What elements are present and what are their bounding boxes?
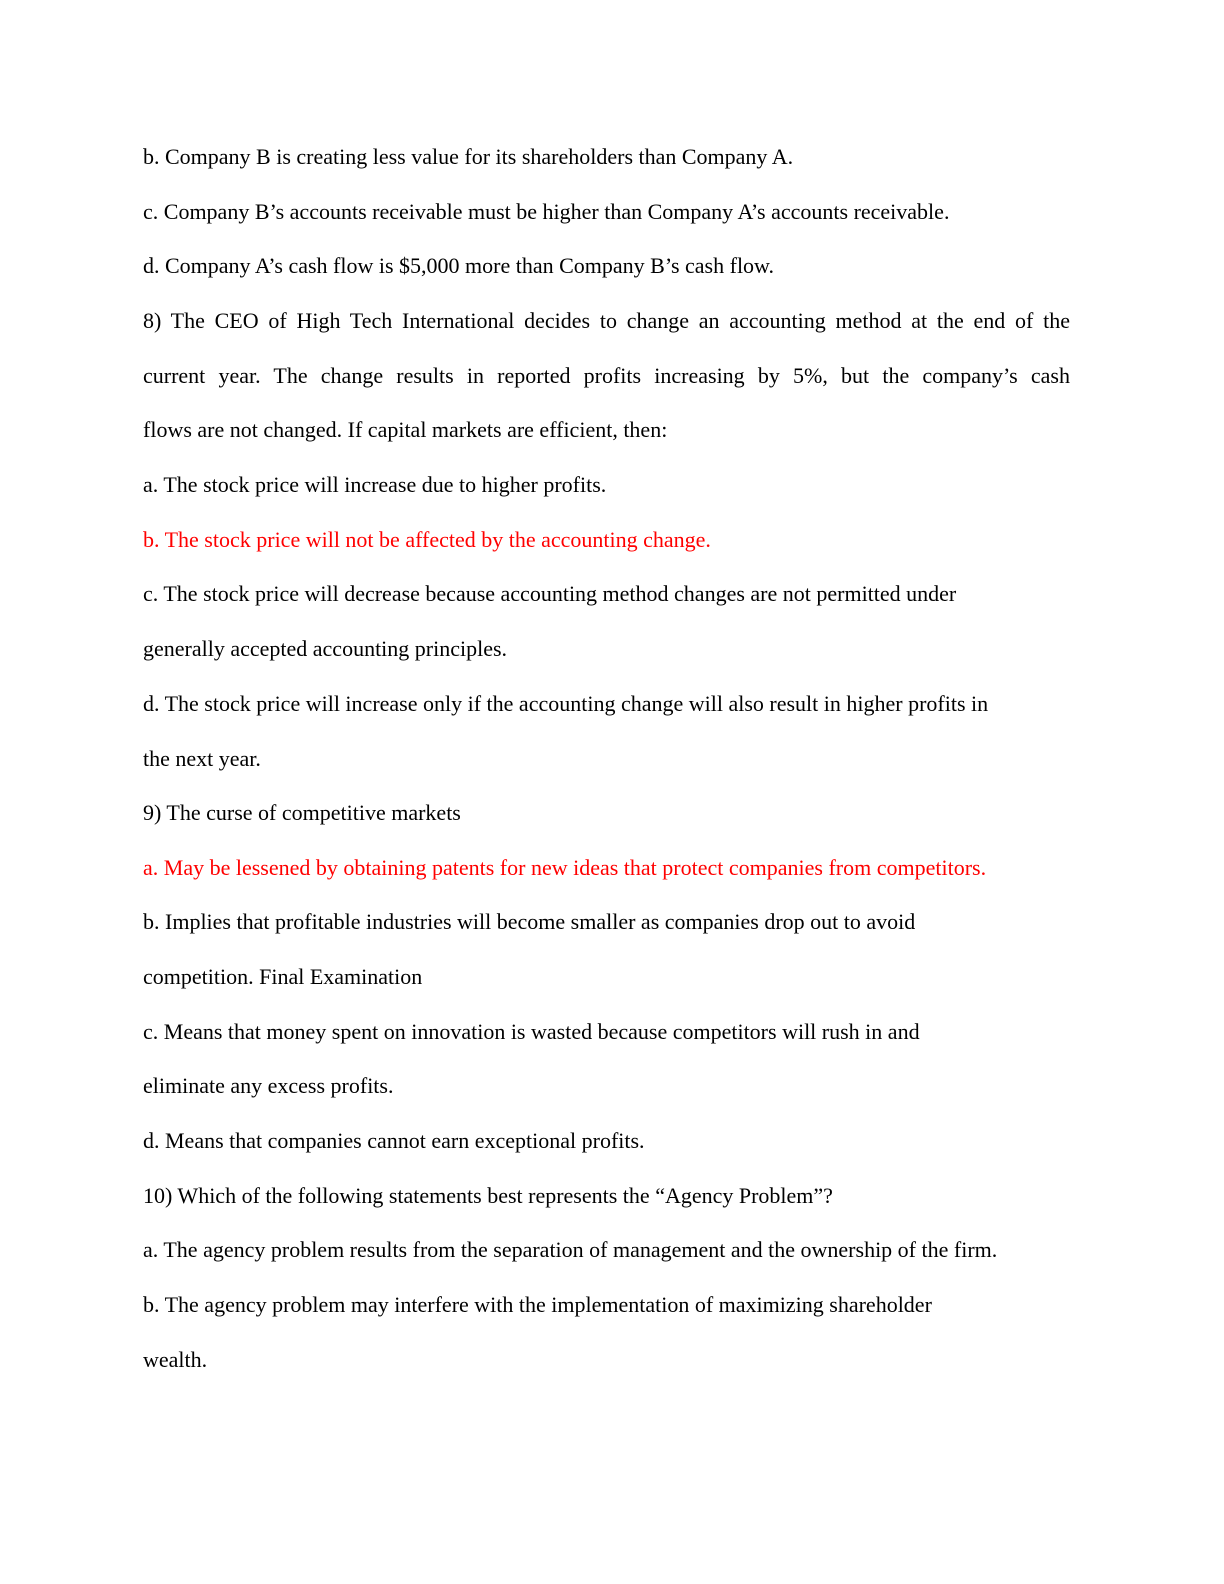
q7-option-c: c. Company B’s accounts receivable must be higher than Company A’s accounts receivable. [143,199,950,224]
q8-option-b-answer: b. The stock price will not be affected by the accounting change. [143,527,711,552]
q7-option-d: d. Company A’s cash flow is $5,000 more than Company B’s cash flow. [143,253,775,278]
q8-question-line-3: flows are not changed. If capital markets are efficient, then: [143,417,668,442]
q9-option-a-answer: a. May be lessened by obtaining patents for new ideas that protect companies from competitors. [143,855,987,880]
q8-option-d-line-1: d. The stock price will increase only if the accounting change will also result in higher profits in [143,691,989,716]
q9-question: 9) The curse of competitive markets [143,800,461,825]
q8-option-d-line-2: the next year. [143,746,261,771]
q7-option-b: b. Company B is creating less value for its shareholders than Company A. [143,144,794,169]
q8-option-c-line-2: generally accepted accounting principles. [143,636,508,661]
q8-option-a: a. The stock price will increase due to higher profits. [143,472,607,497]
q9-option-d: d. Means that companies cannot earn exceptional profits. [143,1128,645,1153]
q9-option-c-line-1: c. Means that money spent on innovation is wasted because competitors will rush in and [143,1019,920,1044]
q10-option-b-line-1: b. The agency problem may interfere with the implementation of maximizing shareholder [143,1292,932,1317]
q10-option-a: a. The agency problem results from the separation of management and the ownership of the firm. [143,1237,998,1262]
q8-question-line-1: 8) The CEO of High Tech International decides to change an accounting method at the end of the [143,308,1070,333]
q9-option-b-line-2: competition. Final Examination [143,964,423,989]
q10-option-b-line-2: wealth. [143,1347,208,1372]
q9-option-b-line-1: b. Implies that profitable industries will become smaller as companies drop out to avoid [143,909,916,934]
q8-option-c-line-1: c. The stock price will decrease because accounting method changes are not permitted under [143,581,957,606]
q8-question-line-2: current year. The change results in reported profits increasing by 5%, but the company’s cash [143,363,1070,388]
q10-question: 10) Which of the following statements best represents the “Agency Problem”? [143,1183,833,1208]
q9-option-c-line-2: eliminate any excess profits. [143,1073,394,1098]
